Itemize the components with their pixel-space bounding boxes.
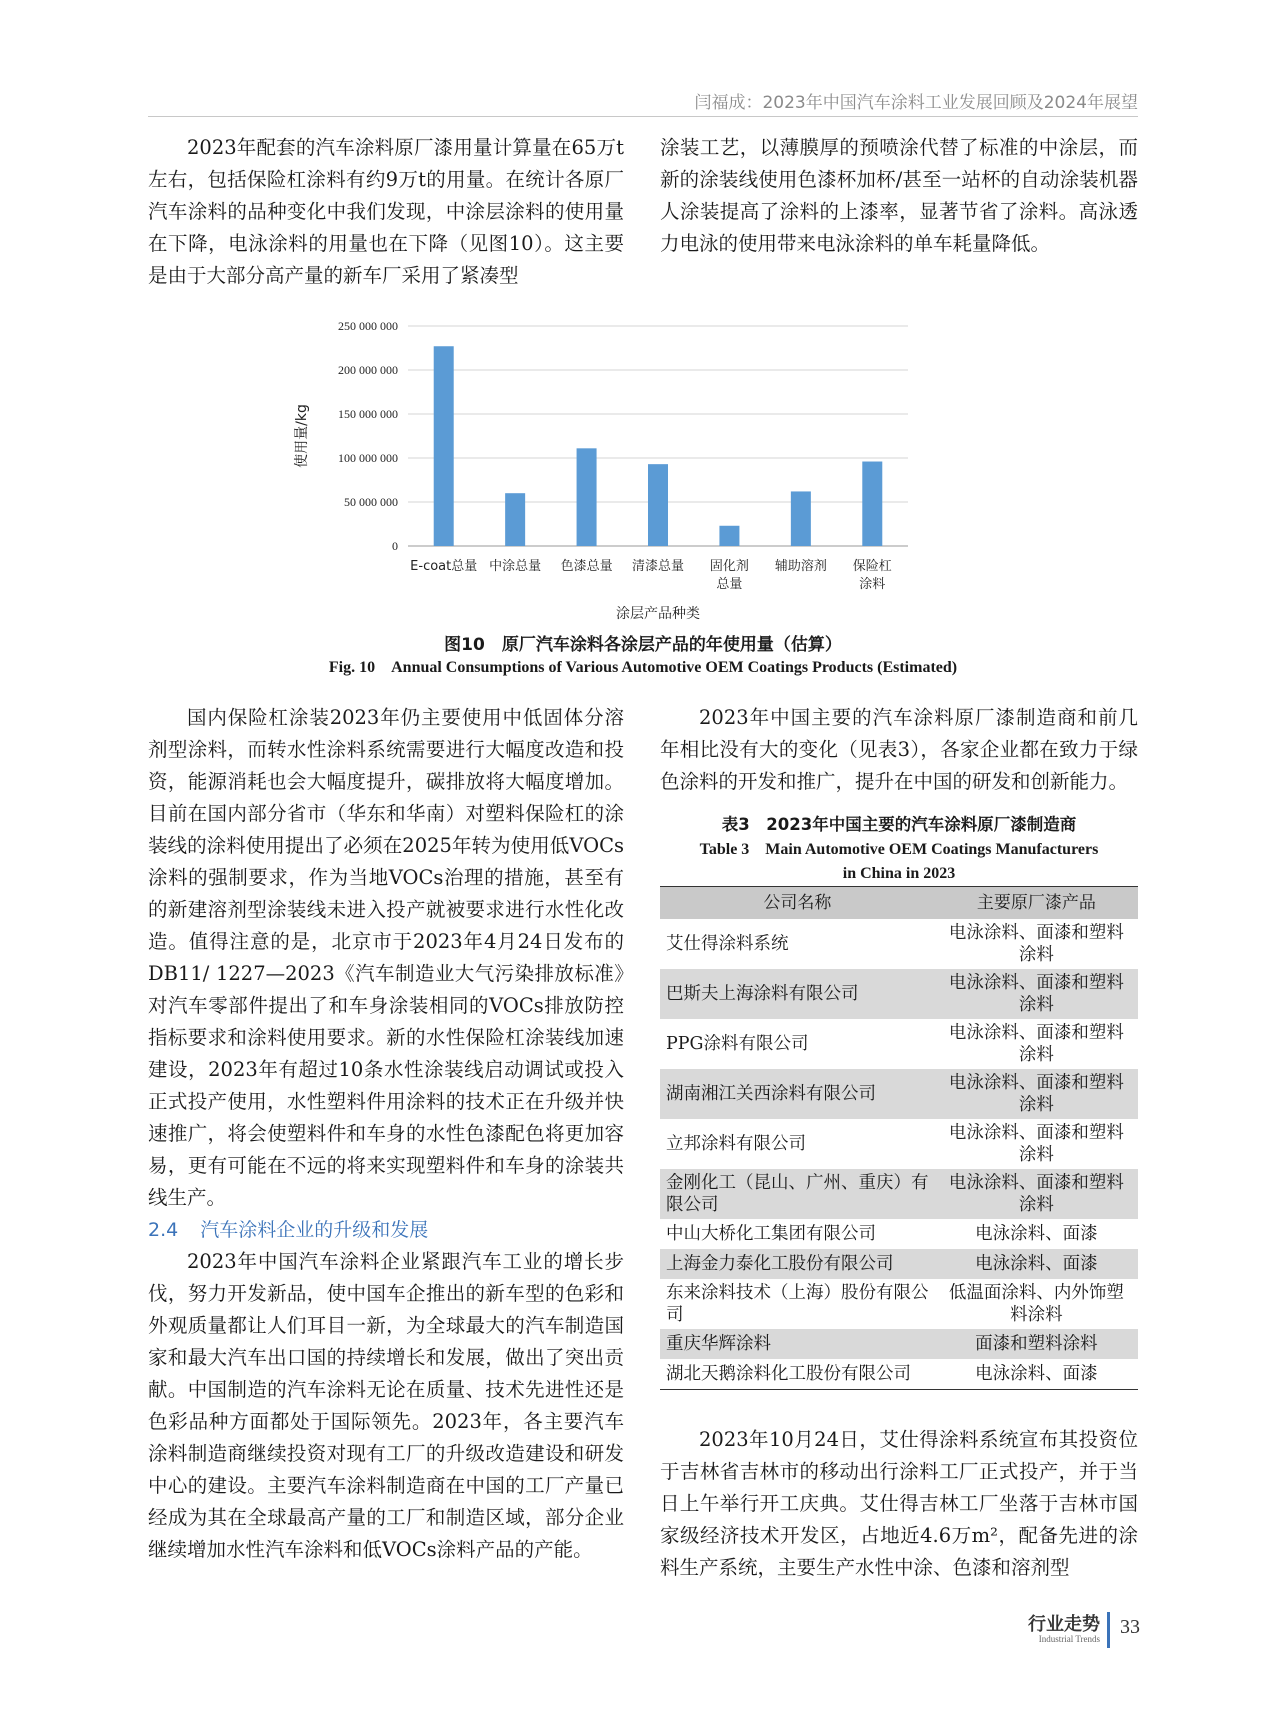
y-tick-label: 50 000 000	[344, 495, 398, 509]
product-cell: 面漆和塑料涂料	[935, 1329, 1138, 1359]
company-cell: 巴斯夫上海涂料有限公司	[660, 969, 935, 1019]
section-number: 2.4	[148, 1219, 179, 1241]
table-row	[660, 919, 1138, 969]
bar	[434, 346, 454, 546]
bar	[505, 493, 525, 546]
table-row	[660, 969, 1138, 1019]
product-cell: 低温面涂料、内外饰塑料涂料	[948, 1283, 1124, 1325]
product-cell: 电泳涂料、面漆和塑料涂料	[935, 1069, 1138, 1119]
table-row	[660, 1329, 1138, 1359]
table-header-row	[660, 887, 1138, 920]
x-tick-label: E-coat总量	[410, 559, 478, 574]
company-cell: 金刚化工（昆山、广州、重庆）有限公司	[660, 1169, 935, 1219]
x-tick-label: 涂料	[859, 577, 886, 592]
manufacturers-table	[660, 886, 1138, 1390]
footer-section-label: 行业走势	[1028, 1614, 1100, 1635]
product-cell: 电泳涂料、面漆和塑料涂料	[948, 1123, 1124, 1165]
product-cell: 电泳涂料、面漆	[935, 1249, 1138, 1279]
table-row	[660, 1169, 1138, 1219]
section-title: 汽车涂料企业的升级和发展	[200, 1219, 429, 1241]
company-cell: 湖南湘江关西涂料有限公司	[660, 1069, 935, 1119]
bar	[577, 448, 597, 546]
top-right-column	[660, 132, 1138, 260]
bar	[648, 464, 668, 546]
y-tick-label: 200 000 000	[338, 363, 398, 377]
company-cell: 东来涂料技术（上海）股份有限公司	[666, 1283, 929, 1325]
figure-caption-cn: 图10 原厂汽车涂料各涂层产品的年使用量（估算）	[444, 635, 842, 655]
y-tick-label: 250 000 000	[338, 319, 398, 333]
table-row	[660, 1219, 1138, 1249]
footer-section-sublabel: Industrial Trends	[1038, 1634, 1100, 1644]
bar	[862, 462, 882, 546]
bottom-right-column	[660, 702, 1138, 1584]
x-tick-label: 清漆总量	[631, 559, 685, 574]
x-tick-label: 总量	[716, 577, 743, 592]
table-row	[660, 1019, 1138, 1069]
x-tick-label: 色漆总量	[560, 559, 613, 574]
table-caption-en-line2: in China in 2023	[842, 865, 956, 882]
figure-caption-en: Fig. 10 Annual Consumptions of Various Automotive OEM Coatings Products (Estimated)	[328, 659, 958, 676]
table-row	[660, 1359, 1138, 1390]
company-cell: 立邦涂料有限公司	[666, 1134, 806, 1154]
company-cell: 湖北天鹅涂料化工股份有限公司	[660, 1359, 935, 1390]
column-header: 公司名称	[660, 887, 935, 920]
table-row	[660, 1119, 1138, 1169]
bar	[791, 491, 811, 546]
table-row	[660, 1279, 1138, 1329]
running-header	[148, 84, 1138, 117]
bottom-left-column	[148, 702, 624, 1566]
x-tick-label: 固化剂	[709, 559, 749, 574]
paragraph: 2023年配套的汽车涂料原厂漆用量计算量在65万t左右，包括保险杠涂料有约9万t的用量。在统计各原厂汽车涂料的品种变化中我们发现，中涂层涂料的使用量在下降，电泳涂料的用量也在下降（见图10）。这主要是由于大部分高产量的新车厂采用了紧凑型	[148, 136, 624, 287]
x-tick-label: 保险杠	[852, 559, 892, 574]
column-header: 主要原厂漆产品	[935, 887, 1138, 920]
table-caption-en-line1: Table 3 Main Automotive OEM Coatings Manufacturers	[699, 841, 1099, 858]
table-caption-cn: 表3 2023年中国主要的汽车涂料原厂漆制造商	[721, 815, 1077, 834]
paragraph: 涂装工艺，以薄膜厚的预喷涂代替了标准的中涂层，而新的涂装线使用色漆杯加杯/甚至一站杯的自动涂装机器人涂装提高了涂料的上漆率，显著节省了涂料。高泳透力电泳的使用带来电泳涂料的单车耗量降低。	[660, 136, 1138, 255]
page-number: 33	[1120, 1616, 1140, 1638]
page-footer	[1020, 1610, 1140, 1660]
figure-10	[148, 308, 1138, 678]
bar	[719, 526, 739, 546]
header-title: 闫福成：2023年中国汽车涂料工业发展回顾及2024年展望	[694, 93, 1138, 113]
company-cell: 上海金力泰化工股份有限公司	[660, 1249, 935, 1279]
y-tick-label: 0	[392, 539, 398, 553]
company-cell: PPG涂料有限公司	[666, 1034, 809, 1054]
product-cell: 电泳涂料、面漆和塑料涂料	[935, 1169, 1138, 1219]
bar-chart	[148, 308, 1138, 626]
paragraph: 2023年中国主要的汽车涂料原厂漆制造商和前几年相比没有大的变化（见表3），各家企业都在致力于绿色涂料的开发和推广，提升在中国的研发和创新能力。	[660, 706, 1138, 793]
company-cell: 艾仕得涂料系统	[666, 934, 789, 954]
company-cell: 重庆华辉涂料	[660, 1329, 935, 1359]
y-tick-label: 100 000 000	[338, 451, 398, 465]
company-cell: 中山大桥化工集团有限公司	[666, 1224, 876, 1244]
y-axis-label: 使用量/kg	[294, 404, 310, 468]
x-axis-label: 涂层产品种类	[616, 606, 700, 622]
product-cell: 电泳涂料、面漆和塑料涂料	[948, 1023, 1124, 1065]
product-cell: 电泳涂料、面漆和塑料涂料	[948, 923, 1124, 965]
y-tick-label: 150 000 000	[338, 407, 398, 421]
table-row	[660, 1249, 1138, 1279]
product-cell: 电泳涂料、面漆和塑料涂料	[935, 969, 1138, 1019]
footer-divider	[1107, 1612, 1110, 1648]
table-row	[660, 1069, 1138, 1119]
paragraph: 2023年10月24日，艾仕得涂料系统宣布其投资位于吉林省吉林市的移动出行涂料工厂正式投产，并于当日上午举行开工庆典。艾仕得吉林工厂坐落于吉林市国家级经济技术开发区，占地近4.6万m²，配备先进的涂料生产系统，主要生产水性中涂、色漆和溶剂型	[660, 1428, 1138, 1579]
product-cell: 电泳涂料、面漆	[935, 1359, 1138, 1390]
product-cell: 电泳涂料、面漆	[975, 1224, 1098, 1244]
paragraph: 2023年中国汽车涂料企业紧跟汽车工业的增长步伐，努力开发新品，使中国车企推出的新车型的色彩和外观质量都让人们耳目一新，为全球最大的汽车制造国家和最大汽车出口国的持续增长和发展，做出了突出贡献。中国制造的汽车涂料无论在质量、技术先进性还是色彩品种方面都处于国际领先。2023年，各主要汽车涂料制造商继续投资对现有工厂的升级改造建设和研发中心的建设。主要汽车涂料制造商在中国的工厂产量已经成为其在全球最高产量的工厂和制造区域，部分企业继续增加水性汽车涂料和低VOCs涂料产品的产能。	[148, 1250, 624, 1561]
x-tick-label: 辅助溶剂	[774, 559, 827, 574]
x-tick-label: 中涂总量	[489, 559, 542, 574]
paragraph: 国内保险杠涂装2023年仍主要使用中低固体分溶剂型涂料，而转水性涂料系统需要进行大幅度改造和投资，能源消耗也会大幅度提升，碳排放将大幅度增加。目前在国内部分省市（华东和华南）对塑料保险杠的涂装线的涂料使用提出了必须在2025年转为使用低VOCs涂料的强制要求，作为当地VOCs治理的措施，甚至有的新建溶剂型涂装线未进入投产就被要求进行水性化改造。值得注意的是，北京市于2023年4月24日发布的DB11/ 1227—2023《汽车制造业大气污染排放标准》对汽车零部件提出了和车身涂装相同的VOCs排放防控指标要求和涂料使用要求。新的水性保险杠涂装线加速建设，2023年有超过10条水性涂装线启动调试或投入正式投产使用，水性塑料件用涂料的技术正在升级并快速推广，将会使塑料件和车身的水性色漆配色将更加容易，更有可能在不远的将来实现塑料件和车身的涂装共线生产。	[148, 706, 624, 1209]
top-left-column	[148, 132, 624, 292]
section-heading	[148, 1214, 624, 1246]
